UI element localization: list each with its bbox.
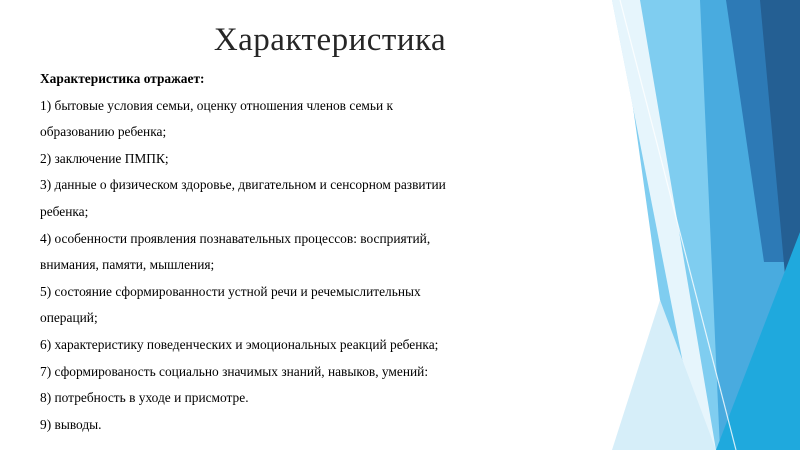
intro-line: Характеристика отражает: bbox=[40, 71, 205, 86]
list-line: 1) бытовые условия семьи, оценку отношения членов семьи к bbox=[40, 97, 393, 113]
list-line: 6) характеристику поведенческих и эмоциональных реакций ребенка; bbox=[40, 336, 439, 352]
list-line: ребенка; bbox=[40, 203, 89, 219]
list-line: 5) состояние сформированности устной речи и речемыслительных bbox=[40, 283, 421, 299]
list-line: 3) данные о физическом здоровье, двигательном и сенсорном развитии bbox=[40, 177, 446, 193]
list-line: операций; bbox=[40, 310, 98, 326]
list-line: образованию ребенка; bbox=[40, 124, 167, 140]
list-line: 9) выводы. bbox=[40, 416, 102, 432]
slide-body bbox=[40, 66, 600, 438]
list-line: 4) особенности проявления познавательных процессов: восприятий, bbox=[40, 230, 431, 246]
list-line: 2) заключение ПМПК; bbox=[40, 150, 169, 166]
slide-title: Характеристика bbox=[213, 22, 447, 58]
list-line: 7) сформированость социально значимых знаний, навыков, умений: bbox=[40, 363, 429, 379]
list-line: внимания, памяти, мышления; bbox=[40, 257, 215, 273]
list-line: 8) потребность в уходе и присмотре. bbox=[40, 390, 249, 406]
